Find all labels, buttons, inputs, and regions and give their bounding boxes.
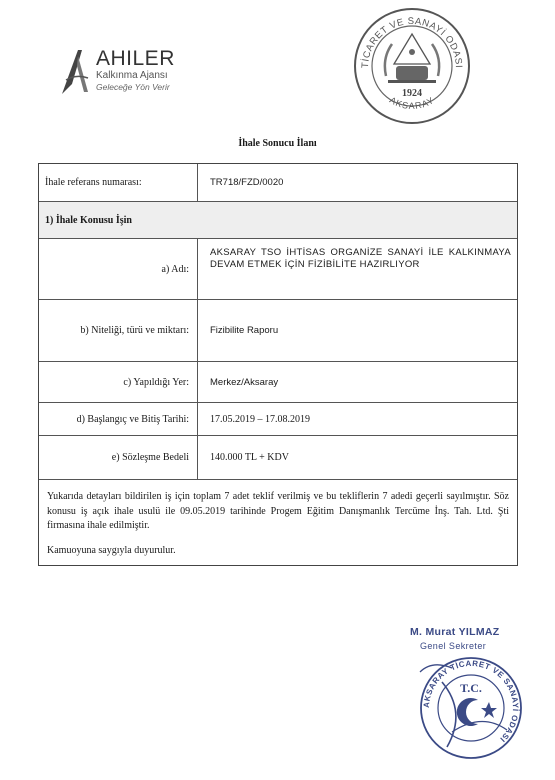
row-label-dates: d) Başlangıç ve Bitiş Tarihi: xyxy=(39,403,198,435)
row-label-name: a) Adı: xyxy=(39,239,198,299)
document-title: İhale Sonucu İlanı xyxy=(238,138,317,149)
seal-year: 1924 xyxy=(402,88,422,99)
ref-value: TR718/FZD/0020 xyxy=(210,177,284,188)
ahiler-logo-mark-icon xyxy=(58,44,94,96)
row-value-dates: 17.05.2019 – 17.08.2019 xyxy=(210,413,310,425)
notice-closing: Kamuoyuna saygıyla duyurulur. xyxy=(47,544,176,556)
stamp-ring-text: AKSARAY TİCARET VE SANAYİ ODASI xyxy=(421,658,521,745)
ref-label: İhale referans numarası: xyxy=(39,164,198,201)
seal-text-bottom: AKSARAY xyxy=(387,94,437,111)
section-heading: 1) İhale Konusu İşin xyxy=(39,202,517,238)
logo-name: AHILER xyxy=(96,47,175,70)
table-row xyxy=(39,300,517,362)
chamber-seal-icon xyxy=(352,6,472,126)
row-label-price: e) Sözleşme Bedeli xyxy=(39,436,198,479)
row-value-price: 140.000 TL + KDV xyxy=(210,452,289,463)
signatory-title: Genel Sekreter xyxy=(420,641,487,651)
row-label-type: b) Niteliği, türü ve miktarı: xyxy=(39,300,198,361)
row-value-place: Merkez/Aksaray xyxy=(210,376,279,388)
table-row xyxy=(39,403,517,436)
table-row-notice xyxy=(39,480,517,565)
notice-text xyxy=(39,480,517,565)
seal-text-top: TİCARET VE SANAYİ ODASI xyxy=(359,15,465,69)
signatory-name: M. Murat YILMAZ xyxy=(410,626,500,638)
official-stamp-icon xyxy=(412,652,530,764)
table-row-reference xyxy=(39,164,517,202)
logo-slogan: Geleceğe Yön Verir xyxy=(96,82,170,92)
stamp-center-text: T.C. xyxy=(460,681,482,695)
row-label-place: c) Yapıldığı Yer: xyxy=(39,362,198,402)
table-row-section-heading xyxy=(39,202,517,239)
row-value-name: AKSARAY TSO İHTİSAS ORGANİZE SANAYİ İLE KALKINMAYA DEVAM ETMEK İÇİN FİZİBİLİTE HAZIRLIYOR xyxy=(210,247,511,270)
row-value-type: Fizibilite Raporu xyxy=(210,325,279,336)
logo-subtitle: Kalkınma Ajansı xyxy=(96,70,168,81)
svg-text:TİCARET VE SANAYİ ODASI xyxy=(360,16,464,69)
table-row xyxy=(39,362,517,403)
table-row xyxy=(39,239,517,300)
tender-result-table xyxy=(38,163,518,566)
notice-paragraph: Yukarıda detayları bildirilen iş için toplam 7 adet teklif verilmiş ve bu tekliflerin 7 adedi geçerli sayılmıştır. Söz konusu iş açık ihale usulü ile 09.05.2019 tarihinde Progem Eğitim Danışmanlık Tercüme İnş. Tah. Ltd. Şti firmasına ihale edilmiştir. xyxy=(47,491,509,531)
ahiler-logo xyxy=(58,44,208,104)
table-row xyxy=(39,436,517,480)
